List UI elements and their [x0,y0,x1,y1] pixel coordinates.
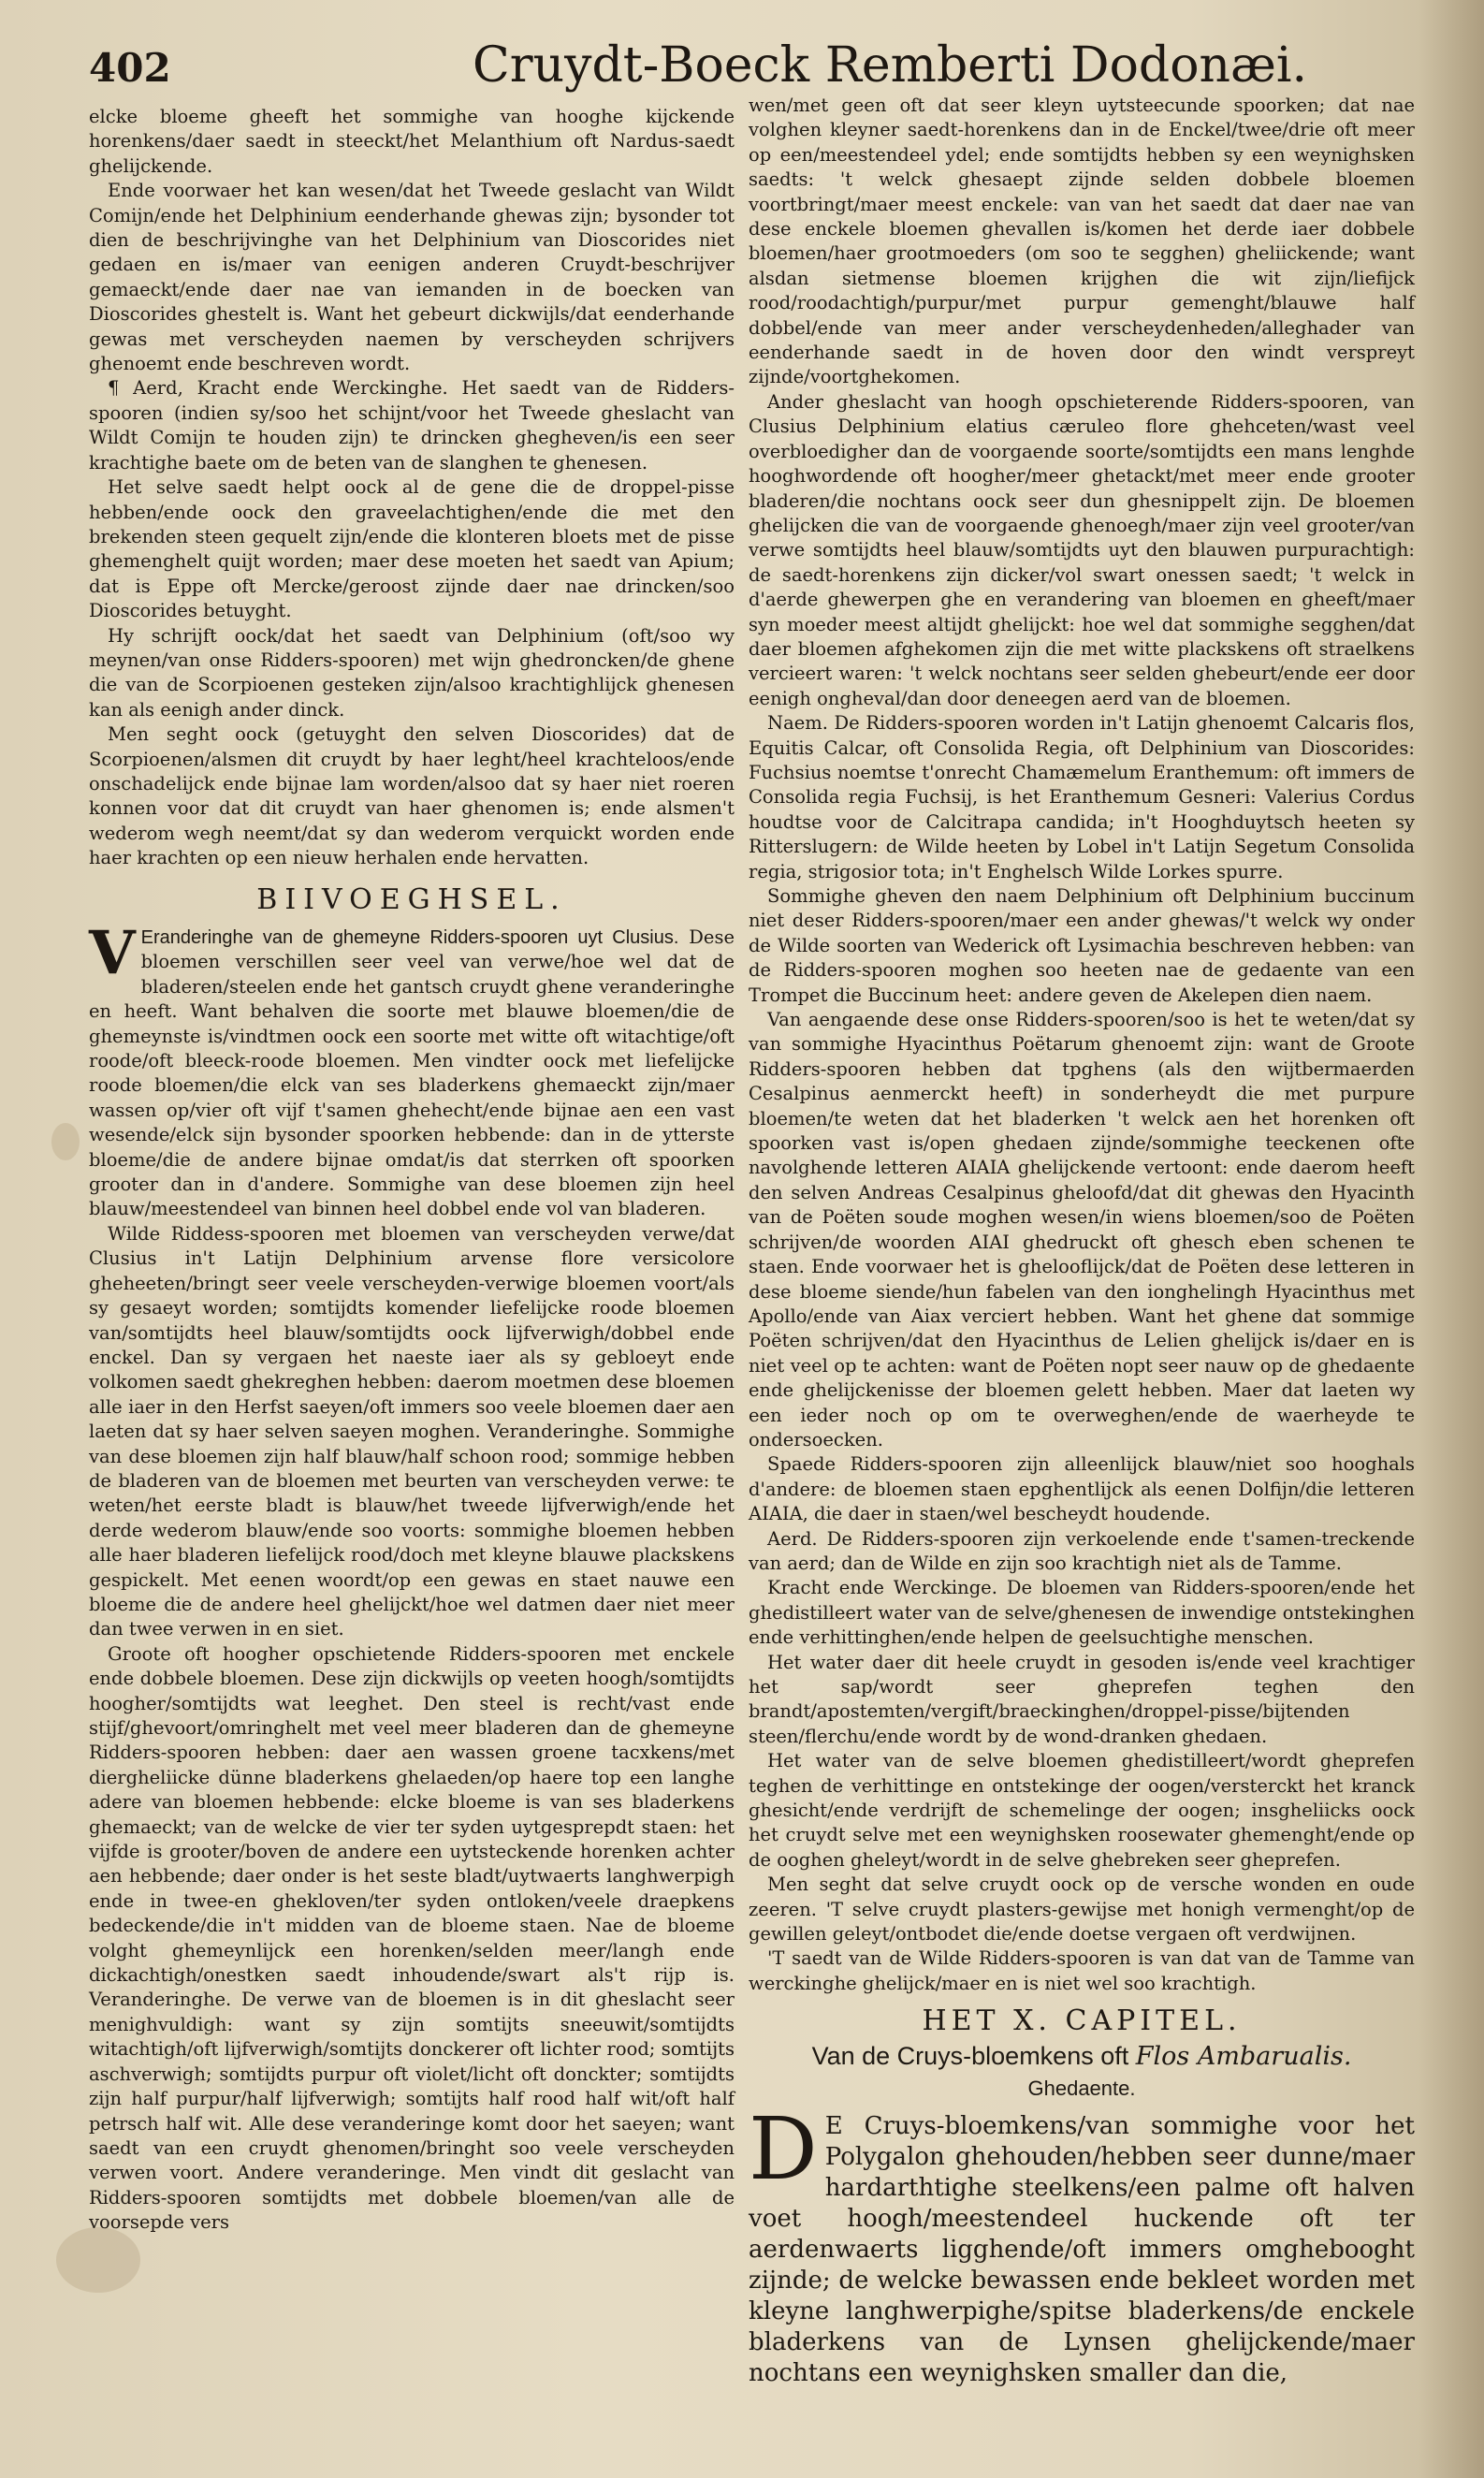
paragraph: Wilde Riddess-spooren met bloemen van verscheyden verwe/dat Clusius in't Latijn Delphinium arvense flore versicolore gheheeten/bringt seer veele verscheyden-verwige bloemen voort/als sy gesaeyt worden; somtijdts komender liefelijcke roode bloemen van/somtijdts heel blauw/somtijdts oock lijfverwigh/dobbel ende enckel. Dan sy vergaen het naeste iaer als sy gebloeyt ende volkomen saedt ghekreghen hebben: daerom moetmen dese bloemen alle iaer in den Herfst saeyen/oft immers soo veele bloemen daer aen laeten dat sy haer selven saeyen moghen. Veranderinghe. Sommighe van dese bloemen zijn half blauw/half schoon rood; sommige hebben de bladeren van de bloemen met beurten van verscheyden verwe: te weten/het eerste bladt is blauw/het tweede lijfverwigh/ende het derde wederom blauw/ende soo voorts: sommighe bloemen hebben alle haer bladeren liefelijck rood/doch met kleyne blauwe plackskens gespickelt. Met eenen woordt/op een gewas en staet nauwe een bloeme die de andere heel ghelijckt/hoe wel datmen daer niet meer dan twee verwen in en siet. [89,1222,735,1640]
drop-cap: V [89,918,136,988]
section-heading: BIIVOEGHSEL. [256,882,567,916]
bijvoeghsel-paragraph [89,918,735,1222]
paragraph: Het water daer dit heele cruydt in gesoden is/ende veel krachtiger het sap/wordt seer gheprefen teghen den brandt/apostemten/vergift/braeckinghen/droppel-pisse/bijtenden steen/flerchu/ende wordt by de wond-dranken ghedaen. [749,1651,1415,1747]
page-number: 402 [89,45,171,91]
paragraph: Het water van de selve bloemen ghedistilleert/wordt gheprefen teghen de verhittinge en ontstekinge der oogen/versterckt het kranck ghesicht/ende verdrijft de schemelinge der oogen; insgheliicks oock het cruydt selve met een weynighsken roosewater ghemenght/ende op de ooghen gheleyt/wordt in de selve ghebreken seer gheprefen. [749,1750,1415,1871]
paragraph: 'T saedt van de Wilde Ridders-spooren is van dat van de Tamme van werckinghe ghelijck/maer en is niet wel soo krachtigh. [749,1947,1415,1994]
paragraph: Men seght oock (getuyght den selven Dioscorides) dat de Scorpioenen/alsmen dit cruydt by haer leght/heel krachteloos/ende onschadelijck ende bijnae lam worden/alsoo dat sy haer niet roeren konnen voor dat dit cruydt van haer ghenomen is; ende alsmen't wederom wegh neemt/dat sy dan wederom verquickt worden ende haer krachten op een nieuw herhalen ende hervatten. [89,723,735,869]
chapter-subtitle-latin: Flos Ambarualis. [1135,2041,1352,2071]
paragraph: Ende voorwaer het kan wesen/dat het Tweede geslacht van Wildt Comijn/ende het Delphinium eenderhande ghewas zijn; bysonder tot dien de beschrijvinghe van het Delphinium van Dioscorides niet gedaen en is/maer van eenigen anderen Cruydt-beschrijver gemaeckt/ende daer nae van iemanden in de boecken van Dioscorides ghestelt is. Want het gebeurt dickwijls/dat eenderhande gewas met verscheyden naemen by verscheyden schrijvers ghenoemt ende beschreven wordt. [89,180,735,375]
page-stain [51,1123,80,1160]
running-title: Cruydt-Boeck Remberti Dodonæi. [473,37,1308,94]
page-edge-shadow [1419,0,1484,2478]
drop-cap: D [749,2098,818,2199]
paragraph: wen/met geen oft dat seer kleyn uytsteecunde spoorken; dat nae volghen kleyner saedt-horenkens dan in de Enckel/twee/drie oft meer op een/meestendeel ydel; ende somtijdts hebben sy een weynighsken saedts: 't welck ghesaept zijnde selden dobbele bloemen voortbringt/maer meest enckele: van van het saedt dat daer nae van dese enckele bloemen ghevallen is/komen het derde iaer dobbele bloemen/haer grootmoeders (om soo te segghen) gheliickende; want alsdan sietmense bloemen krijghen die wit zijn/liefijck rood/roodachtigh/purpur/met purpur gemenght/blauwe half dobbel/ende van meer ander verscheydenheden/alleghader van eenderhande saedt in de hoven door den windt verspreyt zijnde/voortghekomen. [749,95,1415,388]
paragraph: Groote oft hoogher opschietende Ridders-spooren met enckele ende dobbele bloemen. Dese zijn dickwijls op veeten hoogh/somtijdts hoogher/somtijdts wat leeghet. Den steel is recht/vast ende stijf/ghevoort/omringhelt met veel meer bladeren dan de ghemeyne Ridders-spooren hebben: daer aen wassen groene tacxkens/met diergheliicke dünne bladerkens ghelaeden/op haere top een langhe adere van bloemen hebbende: elcke bloeme is van ses bladerkens ghemaeckt; van de welcke de vier ter syden uytgesprepdt staen: het vijfde is grooter/boven de andere een uytsteckende horenken achter aen hebbende; daer onder is het seste bladt/uytwaerts langhwerpigh ende in twee-en ghekloven/ter syden ontloken/veele draepkens bedeckende/die in't midden van de bloeme staen. Nae de bloeme volght ghemeynlijck een horenken/selden meer/langh ende dickachtigh/onestken saedt inhoudende/swart als't rijp is. Veranderinghe. De verwe van de bloemen is in dit gheslacht seer menighvuldigh: want sy zijn somtijts sneeuwit/somtijdts witachtigh/oft lijfverwigh/somtijts donckerer oft lichter rood; somtijts aschverwigh; somtijdts purpur oft violet/licht oft donckter; somtijdts zijn half purpur/half lijfverwigh; somtijts half rood half wit/oft half petrsch half wit. Alle dese veranderinge komt door het saeyen; want saedt van een cruydt ghenomen/bringht soo veele verscheyden verwen voort. Andere veranderinge. Men vindt dit geslacht van Ridders-spooren somtijdts met dobbele bloemen/van alle de voorsepde vers [89,1642,735,2234]
chapter-subtitle-text: Van de Cruys-bloemkens oft [811,2041,1129,2070]
chapter-title: HET X. CAPITEL. [922,2004,1242,2038]
paragraph: Naem. De Ridders-spooren worden in't Latijn ghenoemt Calcaris flos, Equitis Calcar, oft Consolida Regia, oft Delphinium van Dioscorides: Fuchsius noemtse t'onrecht Chamæmelum Eranthemum: oft immers de Consolida regia Fuchsij, is het Eranthemum Gesneri: Valerius Cordus houdtse voor de Calcitrapa candida; in't Hooghduytsch heeten sy Ritterslugern: de Wilde heeten by Lobel in't Latijn Segetum Consolida regia, strigosior tota; in't Enghelsch Wilde Lorkes spurre. [749,712,1415,882]
page-stain [56,2227,140,2293]
left-column [89,105,735,2234]
paragraph: ¶ Aerd, Kracht ende Werckinghe. Het saedt van de Ridders-spooren (indien sy/soo het schijnt/voor het Tweede gheslacht van Wildt Comijn te houden zijn) te drincken ghegheven/is een seer krachtighe baete om de beten van de slanghen te ghenesen. [89,377,735,474]
subheading: Eranderinghe van de ghemeyne Ridders-spooren uyt Clusius. [140,927,679,948]
right-column [749,94,1415,2387]
paragraph: Sommighe gheven den naem Delphinium oft Delphinium buccinum niet deser Ridders-spooren/maer een ander ghewas/'t welck wy onder de Wilde soorten van Wederick oft Lysimachia beschreven hebben: van de Ridders-spooren moghen soo heeten nae de gedaente van een Trompet die Buccinum heet: andere geven de Akelepen dien naem. [749,885,1415,1006]
paragraph-text: Dese bloemen verschillen seer veel van verwe/hoe wel dat de bladeren/steelen ende het gantsch cruydt ghene veranderinghe en heeft. Want behalven die soorte met blauwe bloemen/die de ghemeynste is/vindtmen oock een soorte met witte oft witachtige/oft roode/oft bleeck-roode bloemen. Men vindter oock met liefelijcke roode bloemen/die elck van ses bladerkens ghemaeckt zijn/maer wassen op/vier oft vijf t'samen ghehecht/ende bijnae aen een vast wesende/elck sijn bysonder spoorken hebbende: dan in de ytterste bloeme/die de andere bijnae omdat/is dat sterrken oft spoorken grooter dan in d'andere. Sommighe van dese bloemen zijn heel blauw/meestendeel van binnen heel dobbel ende vol van bladeren. [89,926,735,1220]
paragraph: Van aengaende dese onse Ridders-spooren/soo is het te weten/dat sy van sommighe Hyacinthus Poëtarum ghenoemt zijn: want de Groote Ridders-spooren hebben dat tpghens (als den wijtbermaerden Cesalpinus aenmerckt heeft) in sonderheydt die met purpure bloemen/te weten dat het bladerken 't welck aen het horenken oft spoorken vast is/open ghedaen zijnde/sommighe teeckenen ofte navolghende letteren AIAIA ghelijckende vertoont: ende daerom heeft den selven Andreas Cesalpinus gheloofd/dat dit ghewas den Hyacinth van de Poëten soude moghen wesen/in wiens bloemen/soo de Poëten schrijven/de woorden AIAI ghedruckt oft ghesch eben schenen te staen. Ende voorwaer het is ghelooflijck/dat de Poëten dese letteren in dese bloeme siende/hun fabelen van den ionghelingh Hyacinthus met Apollo/ende van Aiax verciert hebben. Want het ghene dat sommige Poëten schrijven/dat den Hyacinthus de Lelien ghelijck is/daer en is niet veel op te achten: want de Poëten nopt seer nauw op de ghedaente ende ghelijckenisse der bloemen gelett hebben. Maer dat laeten wy een ieder noch op om te overweghen/ende de waerheyde te ondersoecken. [749,1009,1415,1450]
paragraph: Ander gheslacht van hoogh opschieterende Ridders-spooren, van Clusius Delphinium elatius cæruleo flore ghehceten/wast veel overbloedigher dan de voorgaende soorte/somtijdts een mans lenghde hooghwordende oft hoogher/meer ghetackt/met meer ende grooter bladeren/die nochtans oock seer dun ghesnippelt zijn. De bloemen ghelijcken die van de voorgaende ghenoegh/maer zijn veel grooter/van verwe somtijdts heel blauw/somtijdts uyt den blauwen purpurachtigh: de saedt-horenkens zijn dicker/vol swart onessen saedt; 't welck in d'aerde ghewerpen ghe en verandering van bloemen en gheeft/maer syn moeder meest altijdt ghelijckt: hoe wel dat sommighe segghen/dat daer bloemen afghekomen zijn die met witte plackskens oft straelkens vercieert waren: 't welck nochtans seer selden ghebeurt/ende eer door eenigh ongheval/dan door deneegen aerd van de bloemen. [749,390,1415,709]
paragraph: Kracht ende Werckinge. De bloemen van Ridders-spooren/ende het ghedistilleert water van de selve/ghenesen de inwendige ontstekinghen ende verhittinghen/ende helpen de geelsuchtighe menschen. [749,1577,1415,1649]
chapter-subtitle [749,2041,1415,2071]
paragraph: Het selve saedt helpt oock al de gene die de droppel-pisse hebben/ende oock den graveelachtighen/ende die met den brekenden steen gequelt zijn/ende die klonteren bloets met de pisse ghemenghelt quijt worden; maer dese moeten het saedt van Apium; dat is Eppe oft Mercke/geroost zijnde daer nae drincken/soo Dioscorides betuyght. [89,476,735,622]
paragraph: Hy schrijft oock/dat het saedt van Delphinium (oft/soo wy meynen/van onse Ridders-spooren) met wijn ghedroncken/de ghene die van de Scorpioenen gesteken zijn/alsoo krachtighlijck ghenesen kan als eenigh ander dinck. [89,624,735,721]
paragraph: Men seght dat selve cruydt oock op de versche wonden en oude zeeren. 'T selve cruydt plasters-gewijse met honigh vermenght/op de gewillen geleyt/ontbodet die/ende doetse vergaen oft verdwijnen. [749,1873,1415,1946]
section-subheading: Ghedaente. [1027,2077,1136,2101]
paragraph: Spaede Ridders-spooren zijn alleenlijck blauw/niet soo hooghals d'andere: de bloemen staen epghentlijck als eenen Dolfijn/die letteren AIAIA, die daer in staen/wel bescheydt houdende. [749,1453,1415,1525]
paragraph: Aerd. De Ridders-spooren zijn verkoelende ende t'samen-treckende van aerd; dan de Wilde en zijn soo krachtigh niet als de Tamme. [749,1527,1415,1574]
chapter-paragraph [749,2098,1415,2389]
paragraph-text: E Cruys-bloemkens/van sommighe voor het Polygalon ghehouden/hebben seer dunne/maer hardarthtighe steelkens/een palme oft halven voet hoogh/meestendeel huckende oft ter aerdenwaerts ligghende/oft immers omghebooght zijnde; de welcke bewassen ende bekleet worden met kleyne langhwerpighe/spitse bladerkens/de enckele bladerkens van de Lynsen ghelijckende/maer nochtans een weynighsken smaller dan die, [749,2111,1415,2387]
paragraph: elcke bloeme gheeft het sommighe van hooghe kijckende horenkens/daer saedt in steeckt/het Melanthium oft Nardus-saedt ghelijckende. [89,106,735,177]
